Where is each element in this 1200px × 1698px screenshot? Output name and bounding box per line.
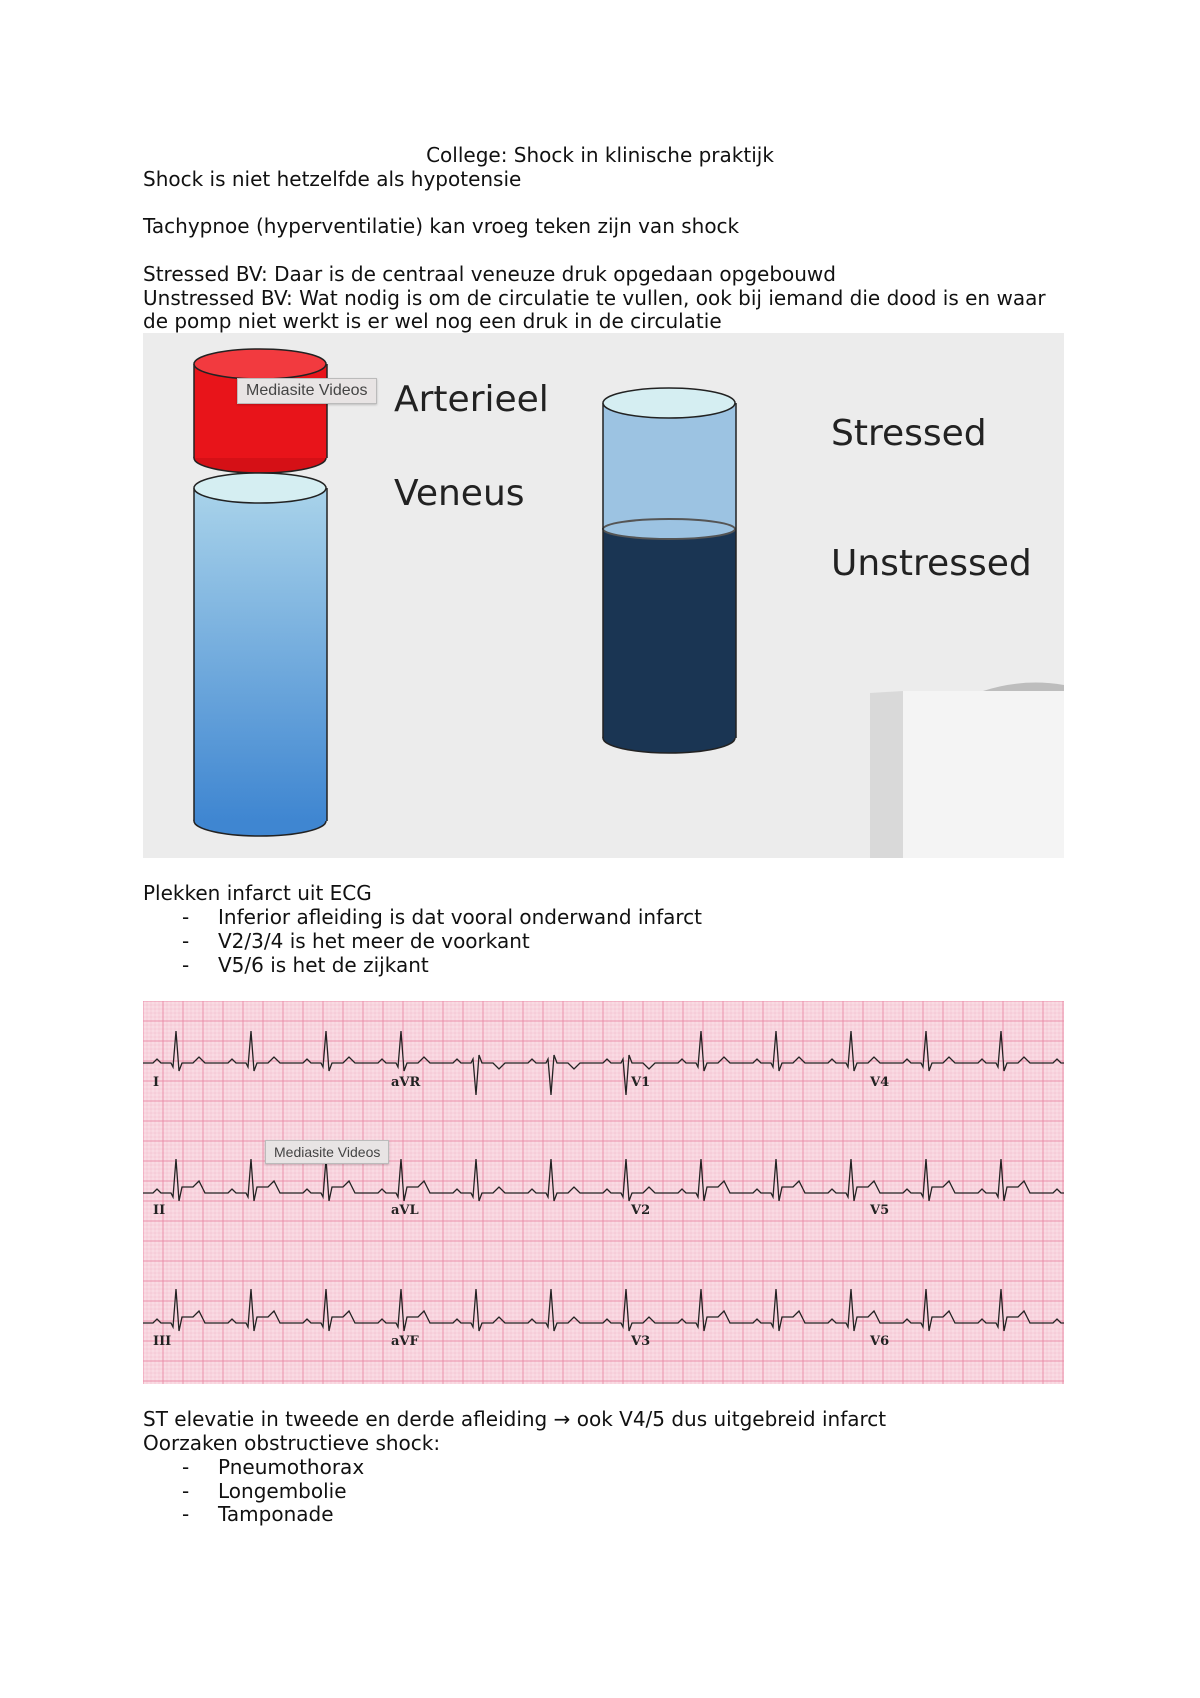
ecg-heading: Plekken infarct uit ECG (143, 881, 372, 905)
label-stressed: Stressed (831, 413, 987, 454)
mediasite-tooltip: Mediasite Videos (237, 378, 377, 404)
bullet-text: V2/3/4 is het meer de voorkant (218, 929, 530, 953)
lead-label-aVR: aVR (391, 1075, 421, 1090)
document-title: College: Shock in klinische praktijk (426, 143, 774, 167)
lead-label-II: II (153, 1203, 166, 1218)
lead-label-V5: V5 (870, 1203, 890, 1218)
bullet-text: Tamponade (218, 1502, 334, 1526)
bullet-dash: - (182, 929, 190, 953)
mediasite-tooltip-ecg: Mediasite Videos (265, 1140, 389, 1164)
bullet-dash: - (182, 1502, 190, 1526)
bullet-text: Pneumothorax (218, 1455, 365, 1479)
lead-label-aVF: aVF (391, 1334, 419, 1349)
ecg-bullet (182, 929, 530, 953)
label-arterieel: Arterieel (394, 379, 549, 420)
ecg-bullet (182, 953, 429, 977)
bullet-text: V5/6 is het de zijkant (218, 953, 429, 977)
bullet-dash: - (182, 905, 190, 929)
paragraph-shock-hypotensie: Shock is niet hetzelfde als hypotensie (143, 167, 522, 191)
paragraph-unstressed-bv-1: Unstressed BV: Wat nodig is om de circulatie te vullen, ook bij iemand die dood is en waar (143, 286, 1046, 310)
paragraph-tachypnoe: Tachypnoe (hyperventilatie) kan vroeg teken zijn van shock (143, 214, 740, 238)
cause-bullet (182, 1455, 364, 1479)
obstructive-shock-heading: Oorzaken obstructieve shock: (143, 1431, 441, 1455)
bullet-text: Inferior afleiding is dat vooral onderwand infarct (218, 905, 703, 929)
bullet-dash: - (182, 1479, 190, 1503)
lead-label-V6: V6 (870, 1334, 890, 1349)
venous-cylinder (194, 473, 327, 836)
lead-label-V4: V4 (870, 1075, 890, 1090)
lead-label-V1: V1 (631, 1075, 651, 1090)
cause-bullet (182, 1502, 334, 1526)
label-unstressed: Unstressed (831, 543, 1032, 584)
arterial-cylinder (194, 349, 327, 473)
paragraph-unstressed-bv-2: de pomp niet werkt is er wel nog een druk in de circulatie (143, 309, 722, 333)
bullet-dash: - (182, 953, 190, 977)
lead-label-III: III (153, 1334, 172, 1349)
bullet-dash: - (182, 1455, 190, 1479)
lead-label-I: I (153, 1075, 160, 1090)
lead-label-V2: V2 (631, 1203, 651, 1218)
grey-object-decoration (870, 683, 1064, 858)
ecg-bullet (182, 905, 702, 929)
stressed-unstressed-cylinder (603, 388, 736, 753)
bullet-text: Longembolie (218, 1479, 347, 1503)
ecg-image (143, 1001, 1064, 1384)
label-veneus: Veneus (394, 473, 525, 514)
st-elevation-line: ST elevatie in tweede en derde afleiding → ook V4/5 dus uitgebreid infarct (143, 1407, 887, 1431)
blood-volume-diagram (143, 333, 1064, 858)
lead-label-aVL: aVL (391, 1203, 419, 1218)
paragraph-stressed-bv: Stressed BV: Daar is de centraal veneuze druk opgedaan opgebouwd (143, 262, 836, 286)
cause-bullet (182, 1479, 347, 1503)
lead-label-V3: V3 (631, 1334, 651, 1349)
